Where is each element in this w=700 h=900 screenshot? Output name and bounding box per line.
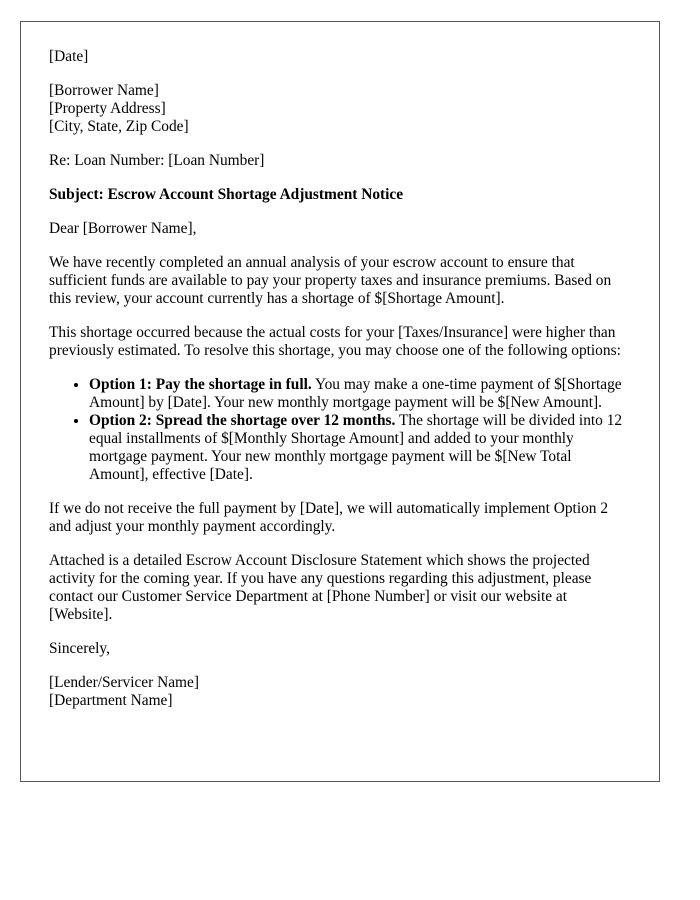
option-1-text: You may make a one-time payment of $[Shortage Amount] by [Date]. Your new monthly mortgage payment will be $[New Amount]. — [89, 376, 622, 411]
recipient-address-block — [49, 82, 631, 136]
option-2-text: The shortage will be divided into 12 equal installments of $[Monthly Shortage Amount] and added to your monthly mortgage payment. Your new monthly mortgage payment will be $[New Total Amount], effective [Date]. — [89, 412, 623, 483]
body-paragraph-2: This shortage occurred because the actual costs for your [Taxes/Insurance] were higher than previously estimated. To resolve this shortage, you may choose one of the following options: — [49, 324, 621, 359]
signature-block — [49, 674, 631, 710]
subject-line: Subject: Escrow Account Shortage Adjustment Notice — [49, 186, 404, 203]
option-1-title: Option 1: Pay the shortage in full. — [89, 376, 312, 393]
re-line: Re: Loan Number: [Loan Number] — [49, 152, 265, 169]
closing: Sincerely, — [49, 640, 110, 657]
recipient-address: [Property Address] — [49, 100, 166, 117]
body-paragraph-4: Attached is a detailed Escrow Account Disclosure Statement which shows the projected activity for the coming year. If you have any questions regarding this adjustment, please contact our Customer Service Department at [Phone Number] or visit our website at [Website]. — [49, 552, 592, 623]
options-list — [49, 376, 631, 484]
body-paragraph-1: We have recently completed an annual analysis of your escrow account to ensure that sufficient funds are available to pay your property taxes and insurance premiums. Based on this review, your account currently has a shortage of $[Shortage Amount]. — [49, 254, 612, 307]
signature-lender: [Lender/Servicer Name] — [49, 674, 199, 691]
salutation: Dear [Borrower Name], — [49, 220, 197, 237]
signature-department: [Department Name] — [49, 692, 173, 709]
recipient-city-state-zip: [City, State, Zip Code] — [49, 118, 189, 135]
letter-container — [20, 21, 660, 782]
option-2-title: Option 2: Spread the shortage over 12 months. — [89, 412, 396, 429]
option-item-2 — [89, 412, 631, 484]
option-item-1 — [89, 376, 631, 412]
letter-date: [Date] — [49, 48, 89, 65]
recipient-name: [Borrower Name] — [49, 82, 159, 99]
body-paragraph-3: If we do not receive the full payment by [Date], we will automatically implement Option 2 and adjust your monthly payment accordingly. — [49, 500, 609, 535]
